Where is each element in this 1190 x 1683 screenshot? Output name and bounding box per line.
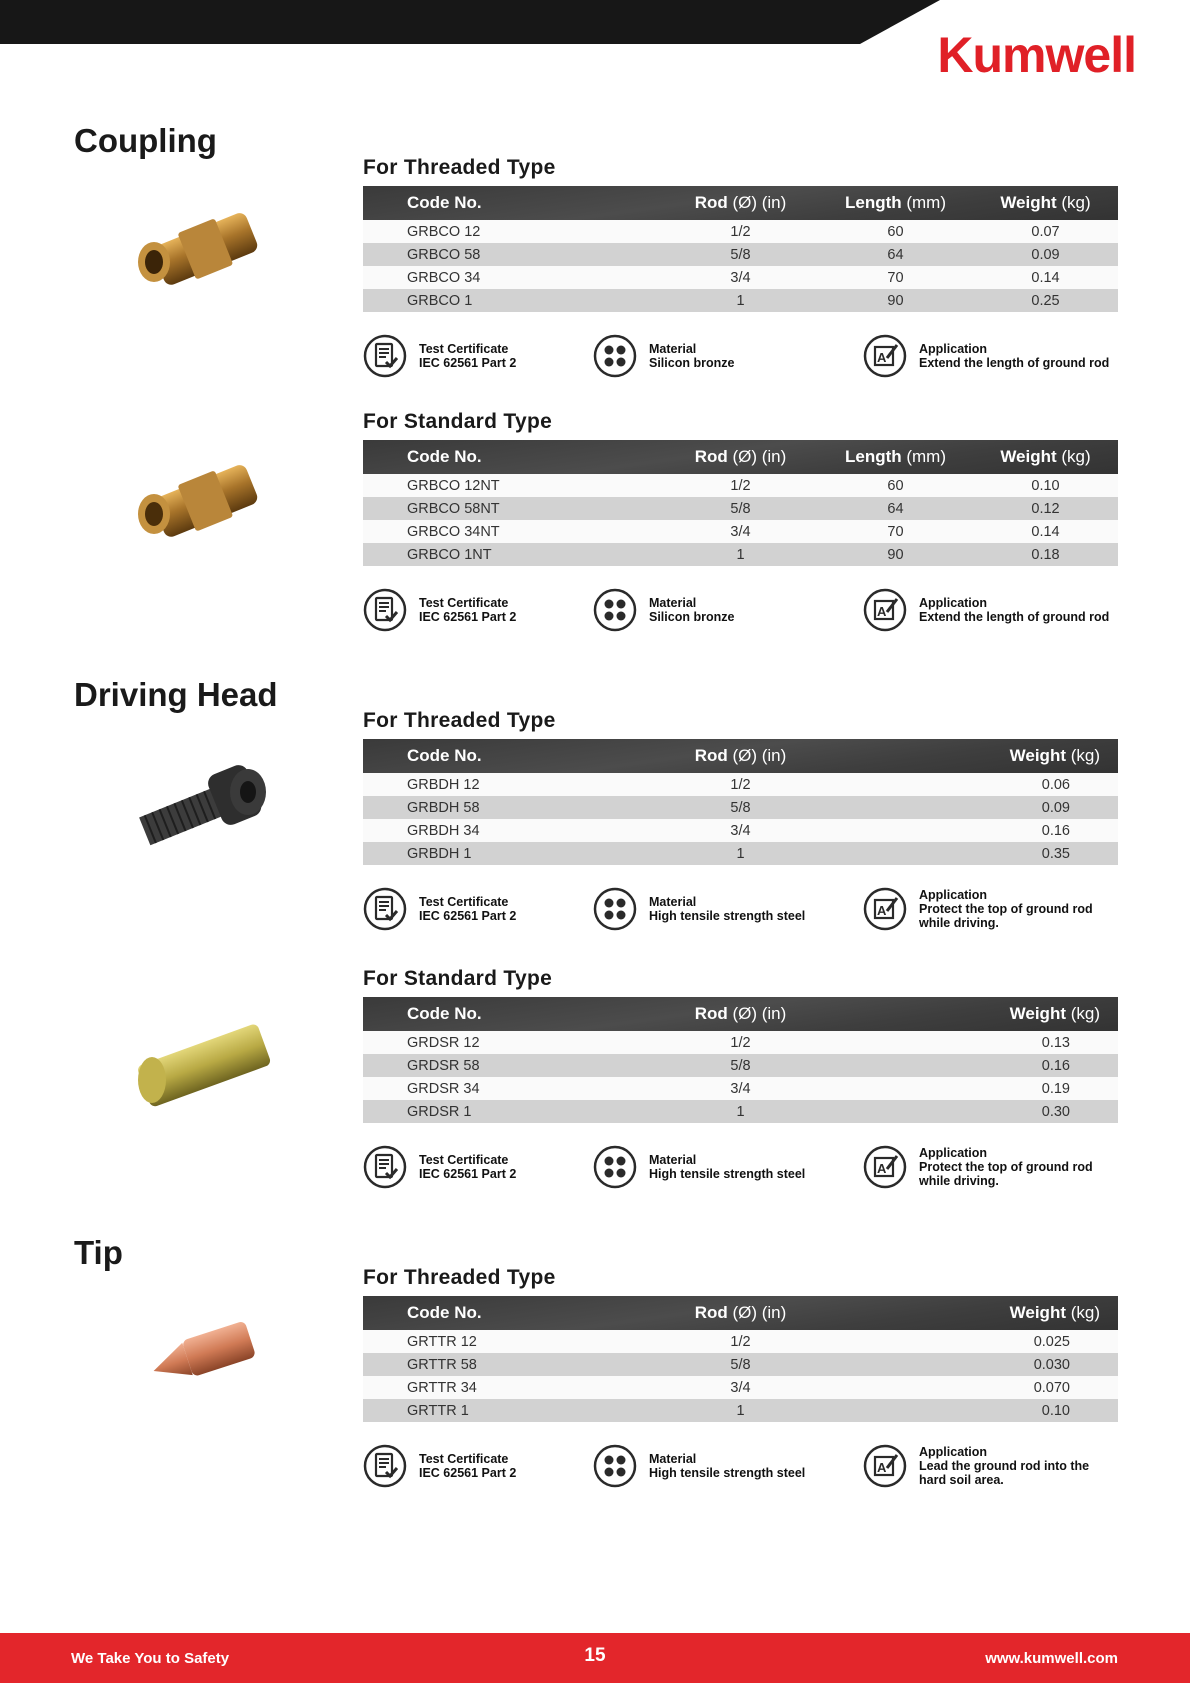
feature-label: Material [649,1452,697,1466]
feature-value: hard soil area. [919,1473,1004,1487]
feature-value: while driving. [919,916,999,930]
feature-value: IEC 62561 Part 2 [419,356,517,370]
feature-row [363,1145,1118,1205]
table-header-row: Code No. Rod (Ø) (in) Weight (kg) [363,739,1118,773]
table-row: GRDSR 12 1/2 0.13 [363,1031,1118,1054]
feature-label: Test Certificate [419,1153,509,1167]
coupling-standard-photo [130,450,280,550]
table-row: GRDSR 58 5/8 0.16 [363,1054,1118,1077]
driving-head-standard-photo [130,1010,280,1120]
feature-label: Application [919,342,988,356]
table-row: GRBDH 12 1/2 0.06 [363,773,1118,796]
header-code: Code No. [407,1303,482,1322]
subsection-title: For Standard Type [363,410,553,433]
header-rod: Rod [694,1004,728,1023]
feature-value: IEC 62561 Part 2 [419,1167,517,1181]
header-rod: Rod [694,193,728,212]
table-row: GRBCO 1NT 1 90 0.18 [363,543,1118,566]
subsection-title: For Standard Type [363,967,553,990]
feature-label: Test Certificate [419,596,509,610]
certificate-icon [363,588,407,632]
table-row: GRBCO 12NT 1/2 60 0.10 [363,474,1118,497]
feature-value: High tensile strength steel [649,909,806,923]
feature-label: Application [919,596,988,610]
table-header-row: Code No. Rod (Ø) (in) Length (mm) Weight (kg) [363,440,1118,474]
certificate-icon [363,887,407,931]
page-number: 15 [584,1645,606,1666]
feature-value: Extend the length of ground rod [919,610,1110,624]
tip-threaded-block [363,1266,1118,1504]
svg-text:A: A [877,1161,887,1176]
table-header-row: Code No. Rod (Ø) (in) Weight (kg) [363,997,1118,1031]
driving-head-threaded-photo [130,752,280,862]
application-feature [863,887,1093,931]
table-row: GRBDH 58 5/8 0.09 [363,796,1118,819]
spec-table [363,440,1118,566]
header-rod: Rod [694,447,728,466]
footer-website-link[interactable]: www.kumwell.com [985,1650,1118,1667]
footer-bar [0,1633,1190,1683]
header-code: Code No. [407,447,482,466]
feature-value: Lead the ground rod into the [919,1459,1090,1473]
coupling-threaded-block [363,156,1118,394]
section-title-driving-head: Driving Head [74,676,278,713]
test-certificate-feature [363,334,516,378]
feature-label: Test Certificate [419,895,509,909]
section-title-tip: Tip [74,1234,123,1271]
table-row: GRBCO 1 1 90 0.25 [363,289,1118,312]
material-dots-icon [593,887,637,931]
material-feature [593,887,805,931]
header-weight: Weight [1000,447,1057,466]
feature-label: Material [649,342,697,356]
header-length: Length [844,447,902,466]
table-row: GRBDH 1 1 0.35 [363,842,1118,865]
spec-table [363,739,1118,865]
material-feature [593,334,734,378]
spec-table [363,997,1118,1123]
header-length: Length [844,193,902,212]
material-feature [593,588,734,632]
feature-label: Material [649,596,697,610]
section-title-coupling: Coupling [74,122,217,159]
test-certificate-feature [363,887,516,931]
certificate-icon [363,334,407,378]
feature-value: Silicon bronze [649,610,735,624]
feature-value: IEC 62561 Part 2 [419,909,517,923]
table-row: GRBCO 12 1/2 60 0.07 [363,220,1118,243]
svg-text:A: A [877,903,887,918]
feature-value: Protect the top of ground rod [919,1160,1093,1174]
application-edit-icon [863,1444,907,1488]
feature-row [363,887,1118,947]
feature-label: Test Certificate [419,342,509,356]
driving-head-standard-block [363,967,1118,1205]
table-row: GRDSR 34 3/4 0.19 [363,1077,1118,1100]
certificate-icon [363,1145,407,1189]
material-dots-icon [593,334,637,378]
feature-row [363,588,1118,648]
feature-value: Silicon bronze [649,356,735,370]
application-edit-icon [863,588,907,632]
application-edit-icon [863,334,907,378]
test-certificate-feature [363,588,516,632]
feature-label: Application [919,1146,988,1160]
coupling-threaded-photo [130,198,280,298]
certificate-icon [363,1444,407,1488]
test-certificate-feature [363,1444,516,1488]
brand-logo: Kumwell [937,27,1136,83]
application-feature [863,588,1109,632]
header-weight: Weight [1000,193,1057,212]
material-dots-icon [593,588,637,632]
feature-row [363,334,1118,394]
footer-tagline: We Take You to Safety [71,1650,230,1667]
table-row: GRTTR 34 3/4 0.070 [363,1376,1118,1399]
table-header-row: Code No. Rod (Ø) (in) Weight (kg) [363,1296,1118,1330]
feature-label: Application [919,1445,988,1459]
feature-value: High tensile strength steel [649,1466,806,1480]
header-code: Code No. [407,746,482,765]
feature-value: IEC 62561 Part 2 [419,610,517,624]
table-row: GRTTR 12 1/2 0.025 [363,1330,1118,1353]
material-feature [593,1444,805,1488]
header-rod: Rod [694,1303,728,1322]
svg-text:A: A [877,604,887,619]
header-weight: Weight [1009,746,1066,765]
feature-label: Material [649,1153,697,1167]
application-feature [863,334,1109,378]
table-row: GRBCO 58 5/8 64 0.09 [363,243,1118,266]
feature-value: while driving. [919,1174,999,1188]
subsection-title: For Threaded Type [363,156,556,179]
spec-table [363,1296,1118,1422]
header-weight: Weight [1009,1303,1066,1322]
feature-value: High tensile strength steel [649,1167,806,1181]
tip-threaded-photo [145,1308,265,1388]
table-row: GRBCO 58NT 5/8 64 0.12 [363,497,1118,520]
table-row: GRBCO 34 3/4 70 0.14 [363,266,1118,289]
table-row: GRBCO 34NT 3/4 70 0.14 [363,520,1118,543]
application-edit-icon [863,887,907,931]
table-row: GRTTR 1 1 0.10 [363,1399,1118,1422]
material-dots-icon [593,1444,637,1488]
material-dots-icon [593,1145,637,1189]
application-edit-icon [863,1145,907,1189]
header-rod: Rod [694,746,728,765]
driving-head-threaded-block [363,709,1118,947]
header-code: Code No. [407,1004,482,1023]
table-row: GRTTR 58 5/8 0.030 [363,1353,1118,1376]
header-code: Code No. [407,193,482,212]
svg-text:A: A [877,1460,887,1475]
feature-value: IEC 62561 Part 2 [419,1466,517,1480]
spec-table [363,186,1118,312]
application-feature [863,1444,1089,1488]
application-feature [863,1145,1093,1189]
feature-label: Application [919,888,988,902]
table-header-row: Code No. Rod (Ø) (in) Length (mm) Weight (kg) [363,186,1118,220]
svg-text:A: A [877,350,887,365]
test-certificate-feature [363,1145,516,1189]
feature-label: Material [649,895,697,909]
table-row: GRBDH 34 3/4 0.16 [363,819,1118,842]
subsection-title: For Threaded Type [363,1266,556,1289]
header-weight: Weight [1009,1004,1066,1023]
material-feature [593,1145,805,1189]
subsection-title: For Threaded Type [363,709,556,732]
feature-value: Extend the length of ground rod [919,356,1110,370]
table-row: GRDSR 1 1 0.30 [363,1100,1118,1123]
feature-label: Test Certificate [419,1452,509,1466]
coupling-standard-block [363,410,1118,648]
feature-value: Protect the top of ground rod [919,902,1093,916]
feature-row [363,1444,1118,1504]
